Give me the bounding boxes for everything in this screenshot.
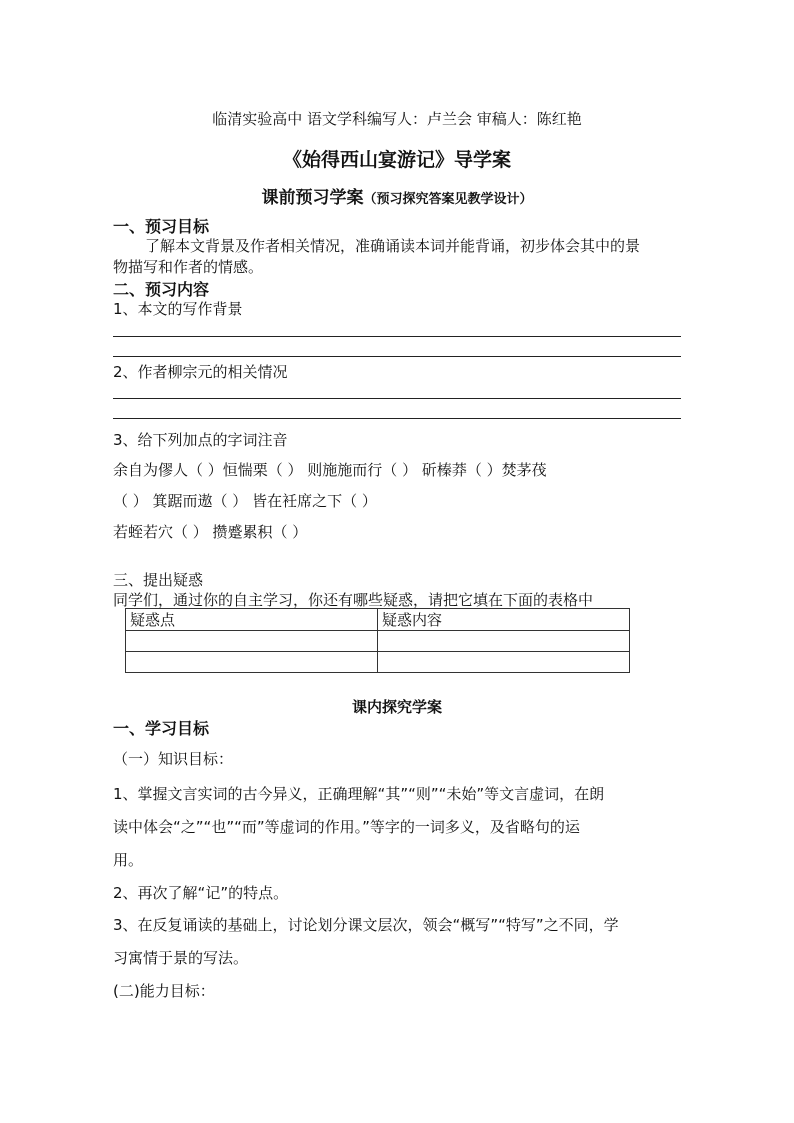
table-header-cell: 疑惑点	[126, 609, 378, 631]
questions-instruction: 同学们，通过你的自主学习，你还有哪些疑惑，请把它填在下面的表格中	[113, 591, 594, 609]
table-header-row	[126, 609, 630, 631]
goal-3-line-2: 习寓情于景的写法。	[113, 949, 249, 967]
answer-line	[113, 336, 681, 337]
knowledge-goal-heading: （一）知识目标：	[113, 750, 234, 768]
preview-item-background: 1、本文的写作背景	[113, 300, 243, 318]
answer-line	[113, 418, 681, 419]
answer-line	[113, 398, 681, 399]
table-cell	[126, 652, 378, 673]
table-header-cell: 疑惑内容	[378, 609, 630, 631]
answer-line	[113, 356, 681, 357]
pinyin-line-1: 余自为僇人（ ）恒惴栗（ ） 则施施而行（ ） 斫榛莽（ ）焚茅茷	[113, 461, 547, 479]
preview-goal-text-1: 了解本文背景及作者相关情况，准确诵读本词并能背诵，初步体会其中的景	[145, 237, 641, 255]
subtitle-main: 课前预习学案	[261, 188, 364, 208]
table-cell	[126, 631, 378, 652]
table-cell	[378, 652, 630, 673]
preview-item-pinyin: 3、给下列加点的字词注音	[113, 431, 288, 449]
ability-goal-heading: (二)能力目标：	[113, 982, 215, 1000]
goal-1-line-1: 1、掌握文言实词的古今异义，正确理解“其”“则”“未始”等文言虚词，在朗	[113, 785, 605, 803]
goal-2: 2、再次了解“记”的特点。	[113, 884, 289, 902]
subtitle-note: （预习探究答案见教学设计）	[363, 192, 533, 207]
preview-goal-text-2: 物描写和作者的情感。	[113, 258, 264, 276]
table-row	[126, 652, 630, 673]
table-row	[126, 631, 630, 652]
preview-goal-heading: 一、预习目标	[113, 217, 210, 236]
goal-3-line-1: 3、在反复诵读的基础上，讨论划分课文层次，领会“概写”“特写”之不同，学	[113, 916, 619, 934]
document-title: 《始得西山宴游记》导学案	[282, 149, 511, 171]
author-line: 临清实验高中 语文学科编写人：卢兰会 审稿人：陈红艳	[212, 110, 582, 128]
questions-heading: 三、提出疑惑	[113, 571, 204, 589]
goal-1-line-3: 用。	[113, 851, 144, 869]
learning-goal-heading: 一、学习目标	[113, 719, 210, 738]
subtitle	[0, 183, 794, 208]
pinyin-line-3: 若蛭若穴（ ） 攒蹙累积（ ）	[113, 523, 308, 541]
table-cell	[378, 631, 630, 652]
inclass-title: 课内探究学案	[351, 698, 442, 716]
preview-item-author: 2、作者柳宗元的相关情况	[113, 363, 288, 381]
questions-table	[125, 608, 630, 673]
goal-1-line-2: 读中体会“之”“也”“而”等虚词的作用。”等字的一词多义，及省略句的运	[113, 818, 580, 836]
preview-content-heading: 二、预习内容	[113, 280, 210, 299]
pinyin-line-2: （ ） 箕踞而遨（ ） 皆在衽席之下（ ）	[113, 492, 377, 510]
